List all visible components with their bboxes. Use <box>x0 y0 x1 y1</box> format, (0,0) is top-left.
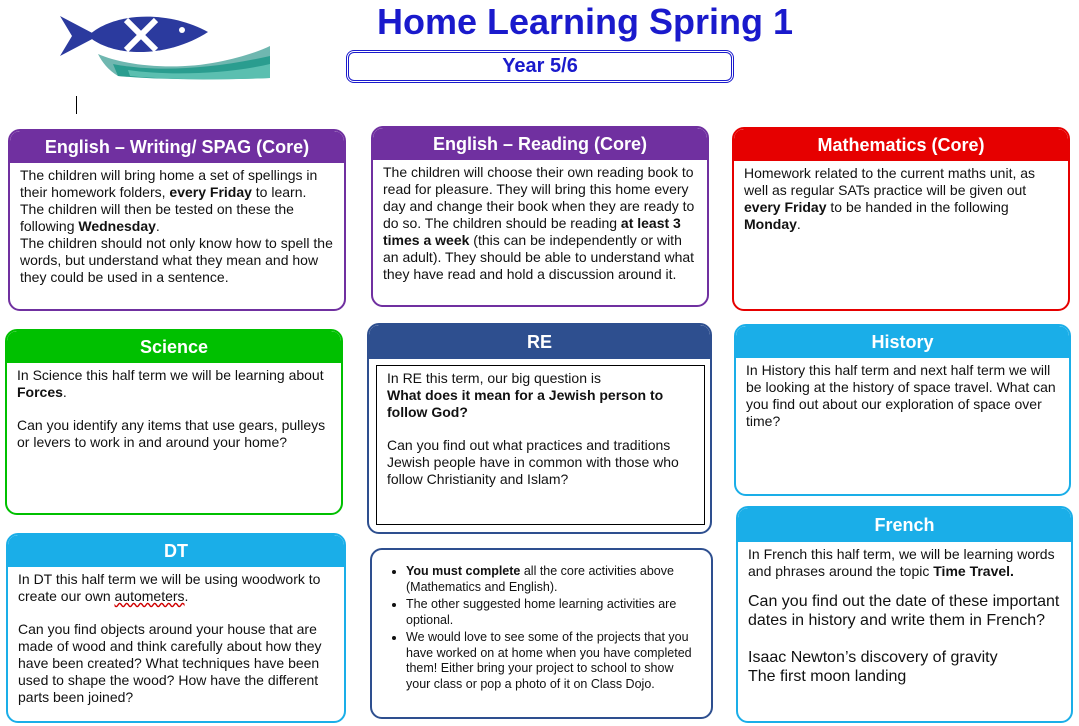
science-card <box>5 329 343 515</box>
paragraph: Can you find objects around your house that are made of wood and think carefully about how they have been created? What techniques have been used to shape the wood? How have the different parts been joined? <box>18 621 322 705</box>
card-body <box>734 161 1068 233</box>
paragraph: In RE this term, our big question is <box>387 370 601 386</box>
notes-list <box>386 564 701 692</box>
fish-and-waves-logo-icon <box>58 12 276 82</box>
bold-text: every Friday <box>169 184 252 200</box>
bold-text: Monday <box>744 216 797 232</box>
re-card <box>367 323 712 534</box>
paragraph <box>17 367 331 401</box>
list-item: • The other suggested home learning activities are optional. <box>406 597 701 628</box>
misspelled-word: autometers <box>114 588 185 604</box>
bold-text: You must complete <box>406 564 521 578</box>
text: The children will choose their own reading book to read for pleasure. They will bring this home every day and change their book when they are ready to do so. The children should be reading <box>383 164 695 231</box>
card-body <box>736 358 1069 430</box>
bold-text: Time Travel. <box>933 563 1014 579</box>
card-heading: DT <box>8 535 344 567</box>
card-body <box>377 366 704 492</box>
paragraph <box>383 164 697 283</box>
text: In Science this half term we will be learning about <box>17 367 324 383</box>
english-reading-card <box>371 126 709 307</box>
paragraph: Isaac Newton’s discovery of gravity <box>748 649 998 666</box>
text: (this can be independently or with an adult). They should be able to understand what they have read and hold a discussion around it. <box>383 232 695 282</box>
text: all the core activities above (Mathematics and English). <box>406 564 674 594</box>
text: Homework related to the current maths unit, as well as regular SATs practice will be given out <box>744 165 1036 198</box>
paragraph: In History this half term and next half term we will be looking at the history of space travel. What can you find out about our exploration of space over time? <box>746 362 1056 429</box>
paragraph: Can you find out what practices and traditions Jewish people have in common with those who follow Christianity and Islam? <box>387 437 679 487</box>
history-card <box>734 324 1071 496</box>
re-text-box <box>376 365 705 525</box>
bold-text: Forces <box>17 384 63 400</box>
card-heading: French <box>738 508 1071 542</box>
bold-text: Wednesday <box>78 218 156 234</box>
card-heading: Mathematics (Core) <box>734 129 1068 161</box>
text: . <box>155 218 160 234</box>
card-heading: English – Writing/ SPAG (Core) <box>10 131 344 163</box>
bold-text: at least 3 times a week <box>383 215 681 248</box>
dt-card <box>6 533 346 723</box>
page-title: Home Learning Spring 1 <box>376 1 794 42</box>
paragraph <box>744 165 1058 233</box>
card-heading: English – Reading (Core) <box>373 128 707 160</box>
year-group-box: Year 5/6 <box>346 50 734 83</box>
text: . <box>184 588 189 604</box>
card-body <box>372 550 711 692</box>
text-cursor <box>76 96 77 114</box>
list-item: • We would love to see some of the projects that you have worked on at home when you have completed them! Either bring your project to school to show your class or pop a photo of it on Class Dojo. <box>406 630 701 692</box>
paragraph <box>20 167 334 235</box>
text: . <box>62 384 67 400</box>
text: . <box>796 216 801 232</box>
card-body <box>10 163 344 286</box>
paragraph: Can you find out the date of these important dates in history and write them in French? <box>748 593 1060 629</box>
school-logo <box>58 12 276 82</box>
paragraph: The children should not only know how to spell the words, but understand what they mean and how they could be used in a sentence. <box>20 235 333 285</box>
mathematics-card <box>732 127 1070 311</box>
paragraph <box>748 546 1061 580</box>
english-writing-card <box>8 129 346 311</box>
notes-card <box>370 548 713 719</box>
paragraph: Can you identify any items that use gears, pulleys or levers to work in and around your home? <box>17 417 326 450</box>
bold-text: every Friday <box>744 199 827 215</box>
paragraph <box>18 571 334 605</box>
card-body <box>738 542 1071 686</box>
paragraph <box>387 387 694 421</box>
card-heading: History <box>736 326 1069 358</box>
text: In DT this half term we will be using woodwork to create our own <box>18 571 321 604</box>
text: In French this half term, we will be learning words and phrases around the topic <box>748 546 1055 579</box>
text: to be handed in the following <box>826 199 1009 215</box>
text: to learn. The children will then be tested on these the following <box>20 184 307 234</box>
card-body <box>373 160 707 283</box>
paragraph: The first moon landing <box>748 668 907 685</box>
text: The children will bring home a set of spellings in their homework folders, <box>20 167 318 200</box>
card-heading: Science <box>7 331 341 363</box>
list-item <box>406 564 701 595</box>
french-card <box>736 506 1073 723</box>
card-heading: RE <box>369 325 710 359</box>
bold-question: What does it mean for a Jewish person to follow God? <box>387 387 664 420</box>
card-body <box>8 567 344 706</box>
card-body <box>7 363 341 451</box>
